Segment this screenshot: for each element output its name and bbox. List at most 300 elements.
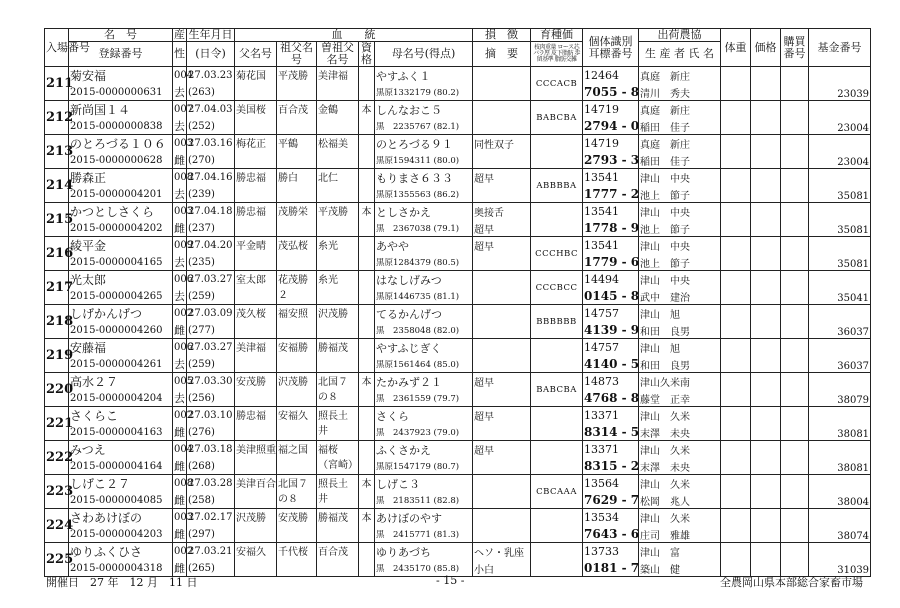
grandfather-name: 安茂勝 (277, 509, 317, 543)
ear-tag-prefix: 14494 (583, 271, 639, 289)
buyer-cell (781, 475, 809, 509)
sex: 雌 (174, 426, 185, 439)
producer-name: 池上 節子 (639, 186, 721, 203)
great-grandfather-name: 北仁 (317, 169, 359, 203)
mother-name: てるかんげつ (375, 305, 473, 323)
entry-number: 221 (45, 407, 69, 441)
price-cell (751, 67, 781, 101)
price-cell (751, 339, 781, 373)
birth-date: 27.03.18 (187, 441, 235, 459)
grandfather-name: 平鶴 (277, 135, 317, 169)
producer-name: 清川 秀夫 (639, 84, 721, 101)
qualification: 本 (359, 475, 375, 509)
ear-tag-prefix: 14719 (583, 135, 639, 153)
father-name: 沢茂勝 (235, 509, 277, 543)
entry-number: 214 (45, 169, 69, 203)
price-cell (751, 305, 781, 339)
mother-registration: 黒 2183511 (82.8) (375, 492, 473, 509)
entry-number: 219 (45, 339, 69, 373)
registration-number: 2015-0000004202 (69, 220, 173, 237)
mother-name: としさかえ (375, 203, 473, 221)
age-days: (259) (187, 288, 235, 305)
price-cell (751, 373, 781, 407)
sex-code: 004 (173, 441, 187, 459)
sex-code: 004 (173, 67, 187, 85)
age-days: (277) (187, 322, 235, 339)
father-name: 安茂勝 (235, 373, 277, 407)
registration-number: 2015-0000004163 (69, 424, 173, 441)
breeding-value (531, 203, 583, 237)
great-grandfather-name: 百合茂 (317, 543, 359, 577)
birth-date: 27.03.10 (187, 407, 235, 425)
producer-name: 和田 良男 (639, 322, 721, 339)
cattle-name: 菊安福 (69, 67, 173, 85)
ear-tag-number: 4768 - 8 (584, 391, 640, 405)
cattle-name: さくらこ (69, 407, 173, 425)
registration-number: 2015-0000004204 (69, 390, 173, 407)
sex: 雌 (174, 460, 185, 473)
great-grandfather-name: 糸光 (317, 237, 359, 271)
producer-region: 真庭 新庄 (639, 67, 721, 85)
mother-registration: 黒原1446735 (81.1) (375, 288, 473, 305)
ear-tag-number: 2794 - 0 (584, 119, 640, 133)
birth-date: 27.04.18 (187, 203, 235, 221)
header-sex: 性 (173, 42, 187, 67)
buyer-cell (781, 543, 809, 577)
summary-line2 (473, 356, 531, 373)
producer-name: 池上 節子 (639, 254, 721, 271)
table-row (45, 203, 871, 221)
great-grandfather-name: 沢茂勝 (317, 305, 359, 339)
sex: 去 (174, 188, 185, 201)
sex: 去 (174, 392, 185, 405)
age-days: (259) (187, 356, 235, 373)
summary-line1: ヘソ・乳座 (473, 543, 531, 561)
weight-cell (721, 237, 751, 271)
summary-line2 (473, 118, 531, 135)
producer-region: 津山 久米 (639, 441, 721, 459)
fund-number: 35081 (809, 203, 871, 237)
buyer-cell (781, 67, 809, 101)
breeding-value: CCCHBC (531, 237, 583, 271)
weight-cell (721, 305, 751, 339)
ear-tag-prefix: 13541 (583, 169, 639, 187)
header-sex-top: 産 (174, 28, 185, 41)
breeding-value (531, 543, 583, 577)
summary-line2 (473, 424, 531, 441)
great-grandfather-name: 金鶴 (317, 101, 359, 135)
summary-line2 (473, 254, 531, 271)
entry-number: 225 (45, 543, 69, 577)
great-grandfather-name: 照長土井 (317, 407, 359, 441)
fund-number: 23004 (809, 101, 871, 135)
header-lineage: 血 統 (235, 29, 473, 42)
producer-name: 稲田 佳子 (639, 118, 721, 135)
table-row (45, 305, 871, 323)
header-name: 名 号 (69, 29, 173, 42)
buyer-cell (781, 203, 809, 237)
buyer-cell (781, 441, 809, 475)
age-days: (258) (187, 492, 235, 509)
cattle-name: かつとしさくら (69, 203, 173, 221)
footer-page-number: - 15 - (436, 574, 465, 587)
qualification: 本 (359, 509, 375, 543)
mother-name: ふくさかえ (375, 441, 473, 459)
grandfather-name: 安福久 (277, 407, 317, 441)
summary-line2 (473, 390, 531, 407)
fund-number: 38081 (809, 441, 871, 475)
mother-registration: 黒 2415771 (81.3) (375, 526, 473, 543)
summary-line1 (473, 101, 531, 119)
registration-number: 2015-0000004085 (69, 492, 173, 509)
price-cell (751, 441, 781, 475)
sex: 去 (174, 120, 185, 133)
birth-date: 27.03.16 (187, 135, 235, 153)
weight-cell (721, 169, 751, 203)
breeding-value: BBBBBB (531, 305, 583, 339)
weight-cell (721, 339, 751, 373)
cattle-name: 綾平金 (69, 237, 173, 255)
price-cell (751, 475, 781, 509)
summary-line2: 小白 (473, 560, 531, 577)
mother-name: しげこ３ (375, 475, 473, 493)
age-days: (235) (187, 254, 235, 271)
qualification (359, 237, 375, 271)
ear-tag-number: 0181 - 7 (584, 561, 640, 575)
table-row (45, 373, 871, 391)
age-days: (268) (187, 458, 235, 475)
price-cell (751, 203, 781, 237)
father-name: 美津百合 (235, 475, 277, 509)
sex-code: 005 (173, 373, 187, 391)
producer-region: 津山 旭 (639, 305, 721, 323)
qualification (359, 169, 375, 203)
birth-date: 27.03.27 (187, 339, 235, 357)
sex-code: 008 (173, 475, 187, 493)
entry-number: 218 (45, 305, 69, 339)
fund-number: 35081 (809, 237, 871, 271)
sex: 去 (174, 256, 185, 269)
age-days: (256) (187, 390, 235, 407)
birth-date: 27.03.09 (187, 305, 235, 323)
entry-number: 223 (45, 475, 69, 509)
ear-tag-prefix: 13733 (583, 543, 639, 561)
sex-code: 008 (173, 169, 187, 187)
header-summary: 摘 要 (473, 42, 531, 67)
header-producer: 生 産 者 氏 名 (639, 42, 721, 67)
mother-registration: 黒原1594311 (80.0) (375, 152, 473, 169)
cattle-name: しげかんげつ (69, 305, 173, 323)
sex-code: 006 (173, 271, 187, 289)
fund-number: 38079 (809, 373, 871, 407)
weight-cell (721, 67, 751, 101)
fund-number: 36037 (809, 305, 871, 339)
price-cell (751, 543, 781, 577)
sex: 雌 (174, 562, 185, 575)
table-row (45, 237, 871, 255)
grandfather-name: 福安照 (277, 305, 317, 339)
registration-number: 2015-0000000628 (69, 152, 173, 169)
table-row (45, 509, 871, 527)
header-buyer: 購買番号 (781, 29, 809, 67)
header-qual: 資格 (359, 42, 375, 67)
birth-date: 27.02.17 (187, 509, 235, 527)
father-name: 茂久桜 (235, 305, 277, 339)
entry-number: 222 (45, 441, 69, 475)
table-row (45, 441, 871, 459)
table-row (45, 101, 871, 119)
registration-number: 2015-0000000838 (69, 118, 173, 135)
mother-name: もりまさ６３３ (375, 169, 473, 187)
header-ear: 個体識別耳標番号 (583, 29, 639, 67)
father-name: 平金晴 (235, 237, 277, 271)
table-row (45, 475, 871, 493)
great-grandfather-name: 勝福茂 (317, 509, 359, 543)
mother-name: やすふく１ (375, 67, 473, 85)
summary-line1 (473, 475, 531, 493)
cattle-name: さわあけぼの (69, 509, 173, 527)
summary-line2 (473, 152, 531, 169)
sex: 雌 (174, 222, 185, 235)
age-days: (263) (187, 84, 235, 101)
age-days: (270) (187, 152, 235, 169)
great-grandfather-name: 松福美 (317, 135, 359, 169)
grandfather-name: 茂勝栄 (277, 203, 317, 237)
weight-cell (721, 475, 751, 509)
registration-number: 2015-0000004203 (69, 526, 173, 543)
mother-registration: 黒 2361559 (79.7) (375, 390, 473, 407)
buyer-cell (781, 101, 809, 135)
father-name: 梅花正 (235, 135, 277, 169)
producer-region: 津山 久米 (639, 407, 721, 425)
ear-tag-number: 8315 - 2 (584, 459, 640, 473)
sex-code: 009 (173, 237, 187, 255)
breeding-value: BABCBA (531, 373, 583, 407)
header-shipper: 出荷農協 (639, 29, 721, 42)
qualification (359, 339, 375, 373)
birth-date: 27.04.16 (187, 169, 235, 187)
producer-region: 津山久米南 (639, 373, 721, 391)
producer-name: 武中 建治 (639, 288, 721, 305)
breeding-value (531, 509, 583, 543)
age-days: (239) (187, 186, 235, 203)
table-row (45, 407, 871, 425)
ear-tag-prefix: 13371 (583, 407, 639, 425)
ear-tag-prefix: 14757 (583, 305, 639, 323)
entry-number: 224 (45, 509, 69, 543)
header-gfather: 祖父名号 (277, 42, 317, 67)
summary-line2 (473, 492, 531, 509)
summary-line2 (473, 84, 531, 101)
mother-name: さくら (375, 407, 473, 425)
buyer-cell (781, 169, 809, 203)
breeding-value (531, 407, 583, 441)
entry-number: 211 (45, 67, 69, 101)
summary-line1: 超早 (473, 237, 531, 255)
table-row (45, 339, 871, 357)
qualification (359, 305, 375, 339)
sex-code: 007 (173, 101, 187, 119)
breeding-value: ABBBBA (531, 169, 583, 203)
price-cell (751, 169, 781, 203)
price-cell (751, 509, 781, 543)
producer-name: 稲田 佳子 (639, 152, 721, 169)
grandfather-name: 花茂勝２ (277, 271, 317, 305)
ear-tag-number: 7055 - 8 (584, 85, 640, 99)
entry-number: 213 (45, 135, 69, 169)
qualification: 本 (359, 203, 375, 237)
entry-number: 212 (45, 101, 69, 135)
registration-number: 2015-0000000631 (69, 84, 173, 101)
weight-cell (721, 509, 751, 543)
mother-registration: 黒 2358048 (82.0) (375, 322, 473, 339)
mother-registration: 黒 2367038 (79.1) (375, 220, 473, 237)
producer-name: 築山 健 (639, 560, 721, 577)
breeding-value (531, 135, 583, 169)
header-father: 父名号 (235, 42, 277, 67)
birth-date: 27.03.23 (187, 67, 235, 85)
father-name: 勝忠福 (235, 407, 277, 441)
weight-cell (721, 543, 751, 577)
mother-registration: 黒原1561464 (85.0) (375, 356, 473, 373)
ear-tag-prefix: 13564 (583, 475, 639, 493)
producer-region: 津山 富 (639, 543, 721, 561)
qualification (359, 543, 375, 577)
father-name: 美津福 (235, 339, 277, 373)
mother-name: しんなおこ５ (375, 101, 473, 119)
buyer-cell (781, 407, 809, 441)
mother-name: あけぼのやす (375, 509, 473, 527)
father-name: 室太郎 (235, 271, 277, 305)
ear-tag-number: 4140 - 5 (584, 357, 640, 371)
breeding-value (531, 441, 583, 475)
mother-registration: 黒原1284379 (80.5) (375, 254, 473, 271)
header-reg: 登録番号 (69, 42, 173, 67)
summary-line1: 超早 (473, 169, 531, 187)
entry-number: 216 (45, 237, 69, 271)
summary-line2 (473, 526, 531, 543)
age-days: (276) (187, 424, 235, 441)
birth-date: 27.03.27 (187, 271, 235, 289)
header-ggfather: 曽祖父名号 (317, 42, 359, 67)
grandfather-name: 勝白 (277, 169, 317, 203)
ear-tag-prefix: 13371 (583, 441, 639, 459)
ear-tag-number: 2793 - 3 (584, 153, 640, 167)
price-cell (751, 101, 781, 135)
grandfather-name: 平茂勝 (277, 67, 317, 101)
ear-tag-prefix: 14873 (583, 373, 639, 391)
qualification: 本 (359, 101, 375, 135)
summary-line1 (473, 339, 531, 357)
producer-name: 庄司 雅雄 (639, 526, 721, 543)
producer-name: 藤堂 正幸 (639, 390, 721, 407)
table-header (45, 29, 871, 67)
registration-number: 2015-0000004165 (69, 254, 173, 271)
birth-date: 27.04.20 (187, 237, 235, 255)
table-row (45, 67, 871, 85)
sex-code: 006 (173, 339, 187, 357)
ear-tag-prefix: 13541 (583, 203, 639, 221)
weight-cell (721, 441, 751, 475)
cattle-name: 高水２７ (69, 373, 173, 391)
footer-organization: 全農岡山県本部総合家畜市場 (720, 576, 863, 589)
fund-number: 35081 (809, 169, 871, 203)
producer-region: 真庭 新庄 (639, 135, 721, 153)
ear-tag-number: 1778 - 9 (584, 221, 640, 235)
buyer-cell (781, 271, 809, 305)
great-grandfather-name: 勝福茂 (317, 339, 359, 373)
producer-region: 津山 中央 (639, 203, 721, 221)
header-growth-sub: 枝肉重量 ロース芯 バラ厚 皮下脂肪 歩留基準 脂肪交雑 (531, 42, 583, 67)
fund-number: 36037 (809, 339, 871, 373)
header-entry: 入場番号 (45, 29, 69, 67)
fund-number: 35041 (809, 271, 871, 305)
header-age: (日令) (187, 42, 235, 67)
sex-code: 002 (173, 305, 187, 323)
ear-tag-prefix: 14757 (583, 339, 639, 357)
summary-line2 (473, 458, 531, 475)
age-days: (252) (187, 118, 235, 135)
summary-line1: 奥接舌 (473, 203, 531, 221)
summary-line1 (473, 305, 531, 323)
fund-number: 23039 (809, 67, 871, 101)
sex: 雌 (174, 494, 185, 507)
mother-name: あやや (375, 237, 473, 255)
registration-number: 2015-0000004265 (69, 288, 173, 305)
sex-code: 003 (173, 509, 187, 527)
header-damage: 損 徴 (473, 29, 531, 42)
table-row (45, 271, 871, 289)
father-name: 勝忠福 (235, 169, 277, 203)
summary-line1 (473, 509, 531, 527)
sex-code: 002 (173, 407, 187, 425)
header-price: 価格 (751, 29, 781, 67)
ear-tag-prefix: 12464 (583, 67, 639, 85)
registration-number: 2015-0000004318 (69, 560, 173, 577)
grandfather-name: 千代桜 (277, 543, 317, 577)
buyer-cell (781, 509, 809, 543)
breeding-value: CBCAAA (531, 475, 583, 509)
great-grandfather-name: 照長土井 (317, 475, 359, 509)
father-name: 美国桜 (235, 101, 277, 135)
summary-line1 (473, 271, 531, 289)
grandfather-name: 茂弘桜 (277, 237, 317, 271)
grandfather-name: 沢茂勝 (277, 373, 317, 407)
weight-cell (721, 203, 751, 237)
footer-date: 開催日 27 年 12 月 11 日 (46, 576, 198, 589)
ear-tag-number: 0145 - 8 (584, 289, 640, 303)
ear-tag-number: 7629 - 7 (584, 493, 640, 507)
breeding-value (531, 339, 583, 373)
fund-number: 38004 (809, 475, 871, 509)
father-name: 安福久 (235, 543, 277, 577)
header-birth: 生年月日 (188, 28, 233, 41)
qualification (359, 271, 375, 305)
cattle-name: みつえ (69, 441, 173, 459)
sex: 雌 (174, 528, 185, 541)
registration-number: 2015-0000004260 (69, 322, 173, 339)
buyer-cell (781, 305, 809, 339)
producer-region: 津山 中央 (639, 237, 721, 255)
entry-number: 217 (45, 271, 69, 305)
father-name: 美津照重 (235, 441, 277, 475)
cattle-name: 光太郎 (69, 271, 173, 289)
buyer-cell (781, 339, 809, 373)
weight-cell (721, 135, 751, 169)
birth-date: 27.04.03 (187, 101, 235, 119)
ear-tag-prefix: 14719 (583, 101, 639, 119)
breeding-value: CCCACB (531, 67, 583, 101)
